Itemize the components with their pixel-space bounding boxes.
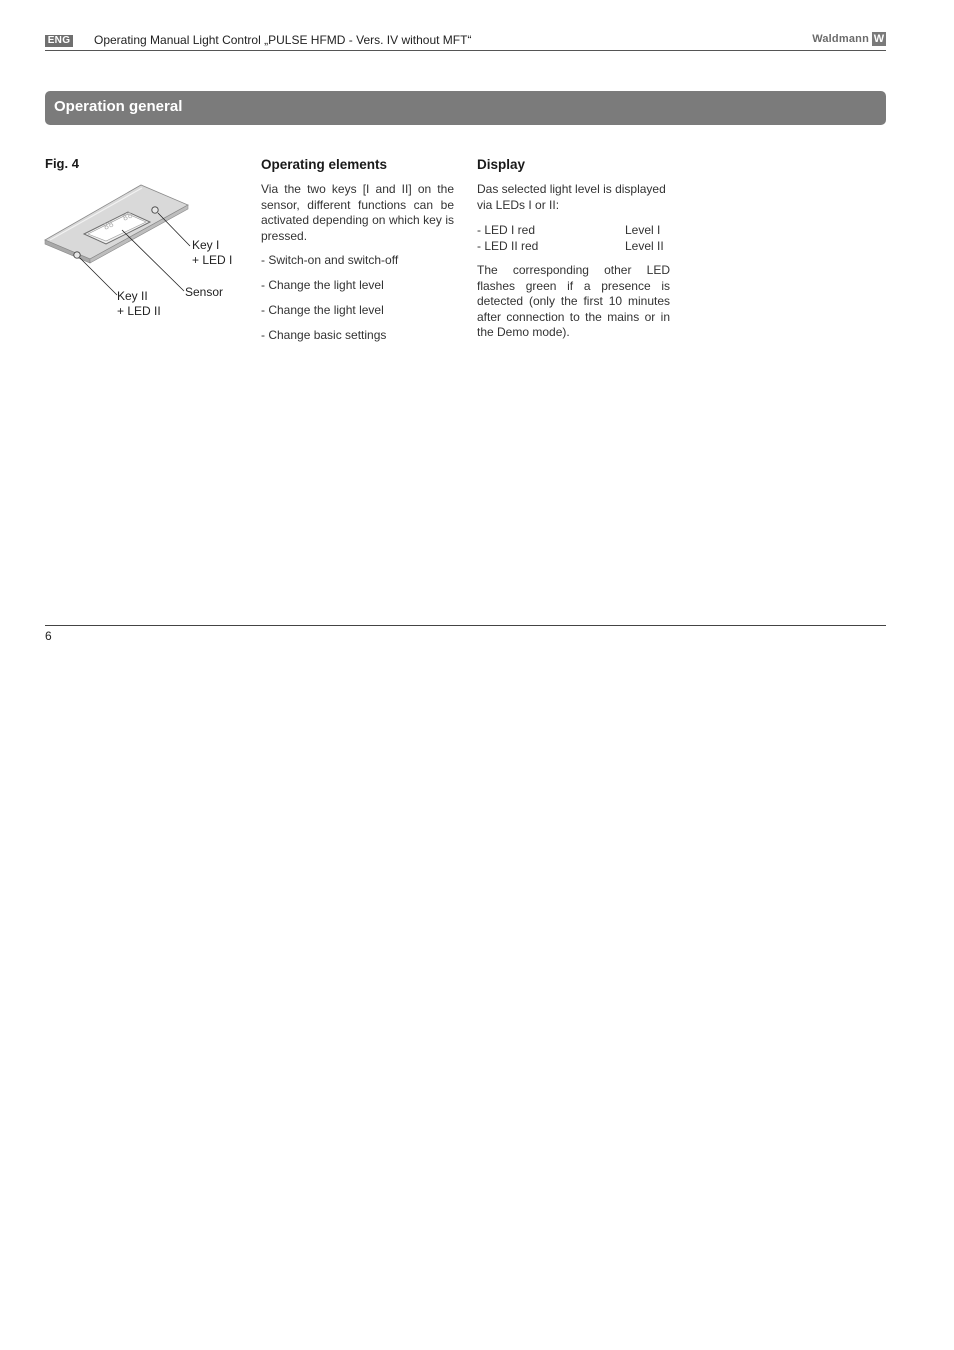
callout-sensor: Sensor	[185, 285, 224, 299]
display-column	[477, 156, 670, 350]
callout-key-2: Key II	[117, 289, 148, 303]
brand-name: Waldmann	[812, 33, 869, 45]
display-note: The corresponding other LED flashes green if a presence is detected (only the first 10 minutes after connection to the mains or in the Demo mode).	[477, 263, 670, 339]
list-item: - Change the light level	[261, 278, 384, 292]
key-2-led-icon	[74, 252, 80, 258]
operating-elements-intro: Via the two keys [I and II] on the sensor, different functions can be activated depending on which key is pressed.	[261, 182, 454, 243]
brand-logo-icon: W	[873, 33, 885, 45]
brand	[812, 31, 886, 47]
footer-divider	[45, 625, 886, 626]
svg-text:88: 88	[121, 210, 135, 223]
callout-key-1: Key I	[192, 238, 220, 252]
page-number: 6	[45, 629, 52, 643]
led-level: Level II	[625, 239, 664, 253]
led-row	[477, 238, 670, 254]
key-1-led-icon	[152, 207, 158, 213]
callout-led-1: + LED I	[192, 253, 233, 267]
section-title: Operation general	[45, 91, 886, 125]
led-table	[477, 222, 670, 254]
svg-text:88: 88	[102, 219, 116, 232]
list-item: - Switch-on and switch-off	[261, 253, 399, 267]
callout-led-2: + LED II	[117, 304, 161, 318]
operating-elements-heading: Operating elements	[261, 157, 388, 172]
led-row	[477, 222, 670, 238]
led-name: - LED II red	[477, 239, 539, 253]
figure-label: Fig. 4	[45, 156, 79, 171]
led-name: - LED I red	[477, 223, 536, 237]
page-header	[45, 30, 886, 51]
list-item: - Change the light level	[261, 303, 384, 317]
document-title: Operating Manual Light Control „PULSE HFMD - Vers. IV without MFT“	[94, 33, 472, 47]
led-level: Level I	[625, 223, 661, 237]
list-item: - Change basic settings	[261, 328, 387, 342]
display-heading: Display	[477, 157, 526, 172]
display-intro: Das selected light level is displayed via LEDs I or II:	[477, 182, 666, 212]
operating-elements-column	[261, 156, 454, 353]
language-badge: ENG	[45, 35, 73, 47]
